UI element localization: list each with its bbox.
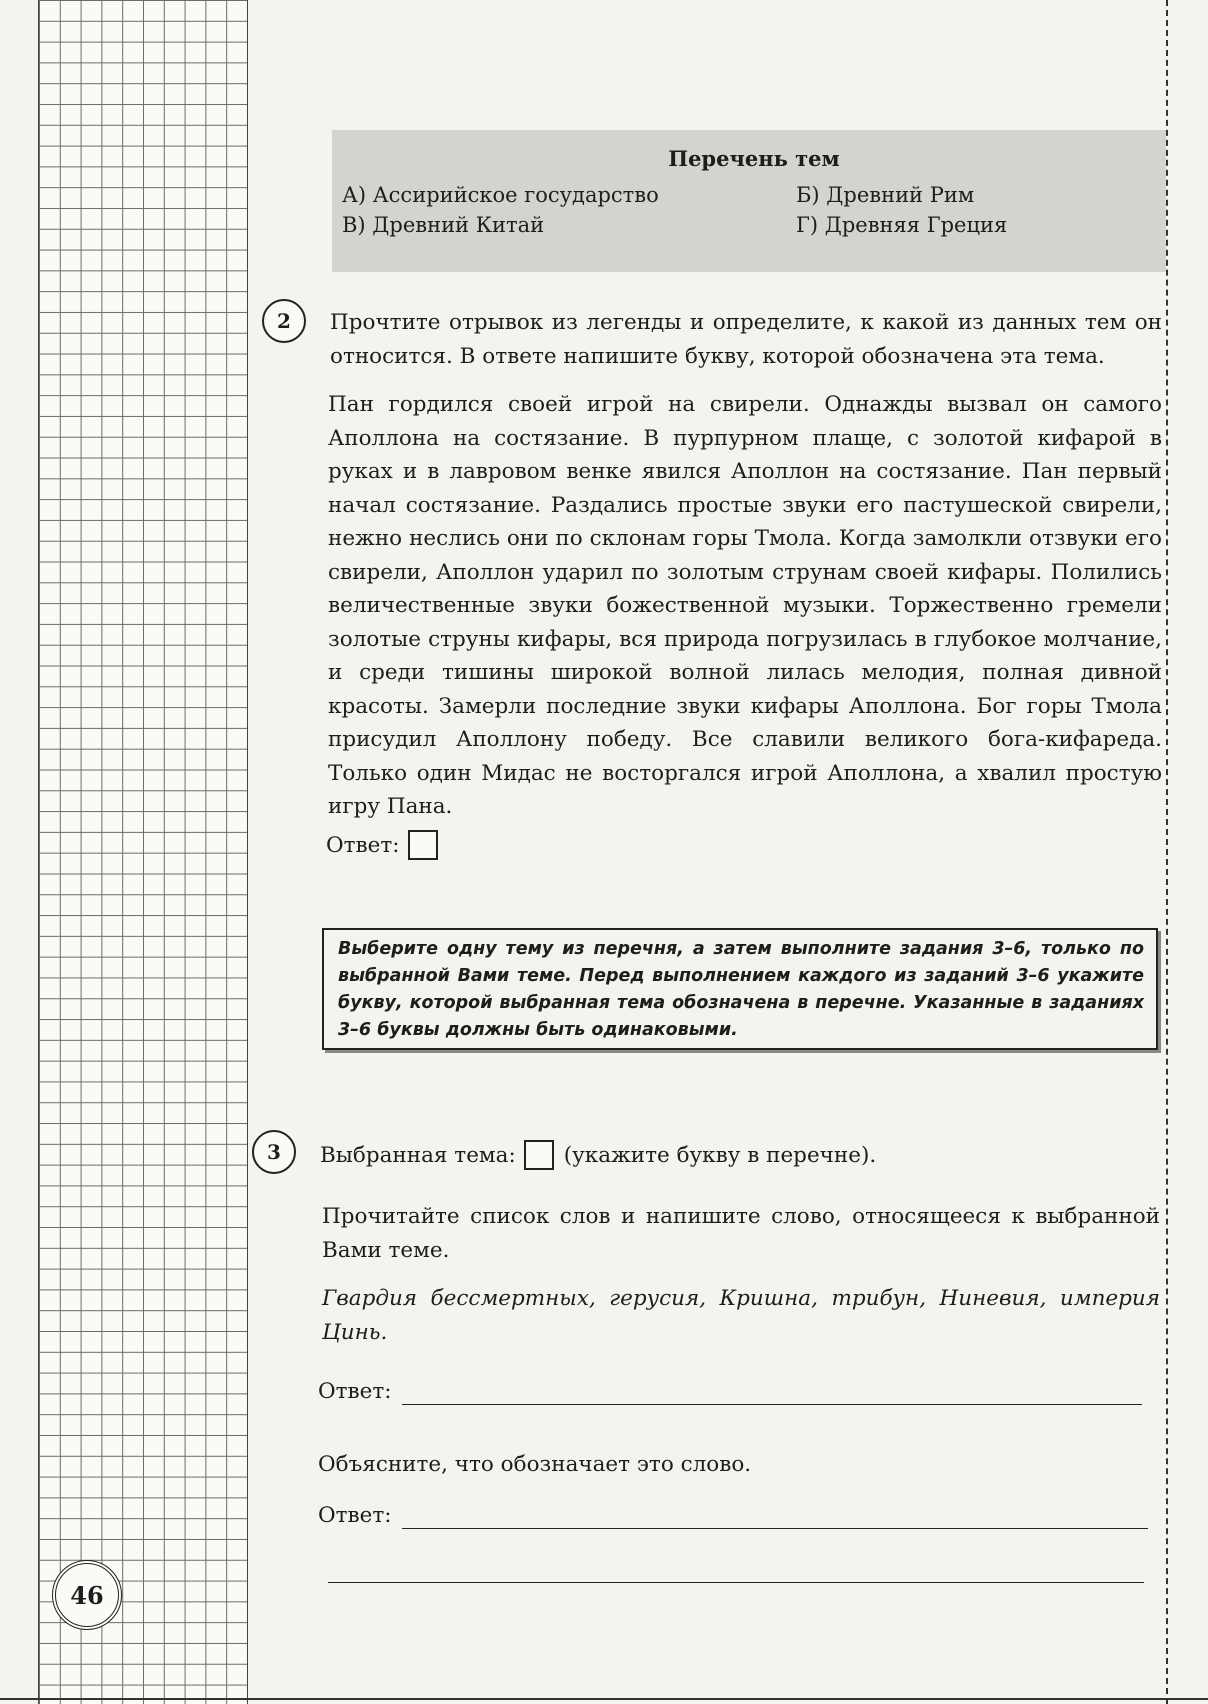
page-number: 46: [52, 1560, 122, 1630]
task-3-answer-label-1: Ответ:: [318, 1379, 392, 1404]
topic-v: В) Древний Китай: [342, 213, 545, 237]
task-3-answer-row-2: [318, 1502, 1148, 1529]
task-2-answer-box[interactable]: [408, 830, 438, 860]
task-3-answer-line-1[interactable]: [402, 1378, 1142, 1405]
task-3-answer-row-1: [318, 1378, 1142, 1405]
task-3-question: Прочитайте список слов и напишите слово, относящееся к выбранной Вами теме.: [322, 1204, 1160, 1263]
task-2-question: Прочтите отрывок из легенды и определите, к какой из данных тем он относится. В ответе напишите букву, которой обозначена эта тема.: [330, 310, 1162, 369]
topic-b: Б) Древний Рим: [796, 183, 975, 207]
task-3-answer-label-2: Ответ:: [318, 1503, 392, 1528]
bottom-rule: [0, 1698, 1208, 1700]
task-3-number: 3: [252, 1130, 296, 1174]
task-3-words: Гвардия бессмертных, герусия, Кришна, трибун, Ниневия, империя Цинь.: [322, 1286, 1160, 1345]
task-3-chosen-label: Выбранная тема:: [320, 1142, 516, 1168]
topic-a: А) Ассирийское государство: [342, 183, 659, 207]
task-2-answer-row: [326, 830, 438, 860]
task-2-answer-label: Ответ:: [326, 832, 400, 858]
task-3-answer-line-3[interactable]: [328, 1582, 1144, 1583]
task-2-number: 2: [262, 299, 306, 343]
task-3-chosen-box[interactable]: [524, 1140, 554, 1170]
task-3-chosen-hint: (укажите букву в перечне).: [563, 1142, 877, 1168]
grid-margin: [38, 0, 248, 1704]
topic-g: Г) Древняя Греция: [796, 213, 1008, 237]
task-3-chosen-row: [320, 1140, 876, 1170]
topics-list-box: [332, 130, 1166, 272]
task-2-passage: Пан гордился своей игрой на свирели. Однажды вызвал он самого Аполлона на состязание. В пурпурном плаще, с золотой кифарой в руках и в лавровом венке явился Аполлон на состязание. Пан первый начал состязание. Раздались простые звуки его пастушеской свирели, нежно неслись они по склонам горы Тмола. Когда замолкли отзвуки его свирели, Аполлон ударил по золотым струнам своей кифары. Полились величественные звуки божественной музыки. Торжественно гремели золотые струны кифары, вся природа погрузилась в глубокое молчание, и среди тишины широкой волной лилась мелодия, полная дивной красоты. Замерли последние звуки кифары Аполлона. Бог горы Тмола присудил Аполлону победу. Все славили великого бога-кифареда. Только один Мидас не восторгался игрой Аполлона, а хвалил простую игру Пана.: [328, 392, 1162, 819]
topics-title: Перечень тем: [668, 146, 840, 171]
task-3-explain: Объясните, что обозначает это слово.: [318, 1452, 752, 1477]
topics-grid: [342, 183, 1166, 237]
task-3-answer-line-2[interactable]: [402, 1502, 1148, 1529]
instructions-box: Выберите одну тему из перечня, а затем выполните задания 3–6, только по выбранной Вами теме. Перед выполнением каждого из заданий 3–6 укажите букву, которой выбранная тема обозначена в перечне. Указанные в заданиях 3–6 буквы должны быть одинаковыми.: [322, 928, 1158, 1050]
cut-line: [1166, 0, 1168, 1704]
